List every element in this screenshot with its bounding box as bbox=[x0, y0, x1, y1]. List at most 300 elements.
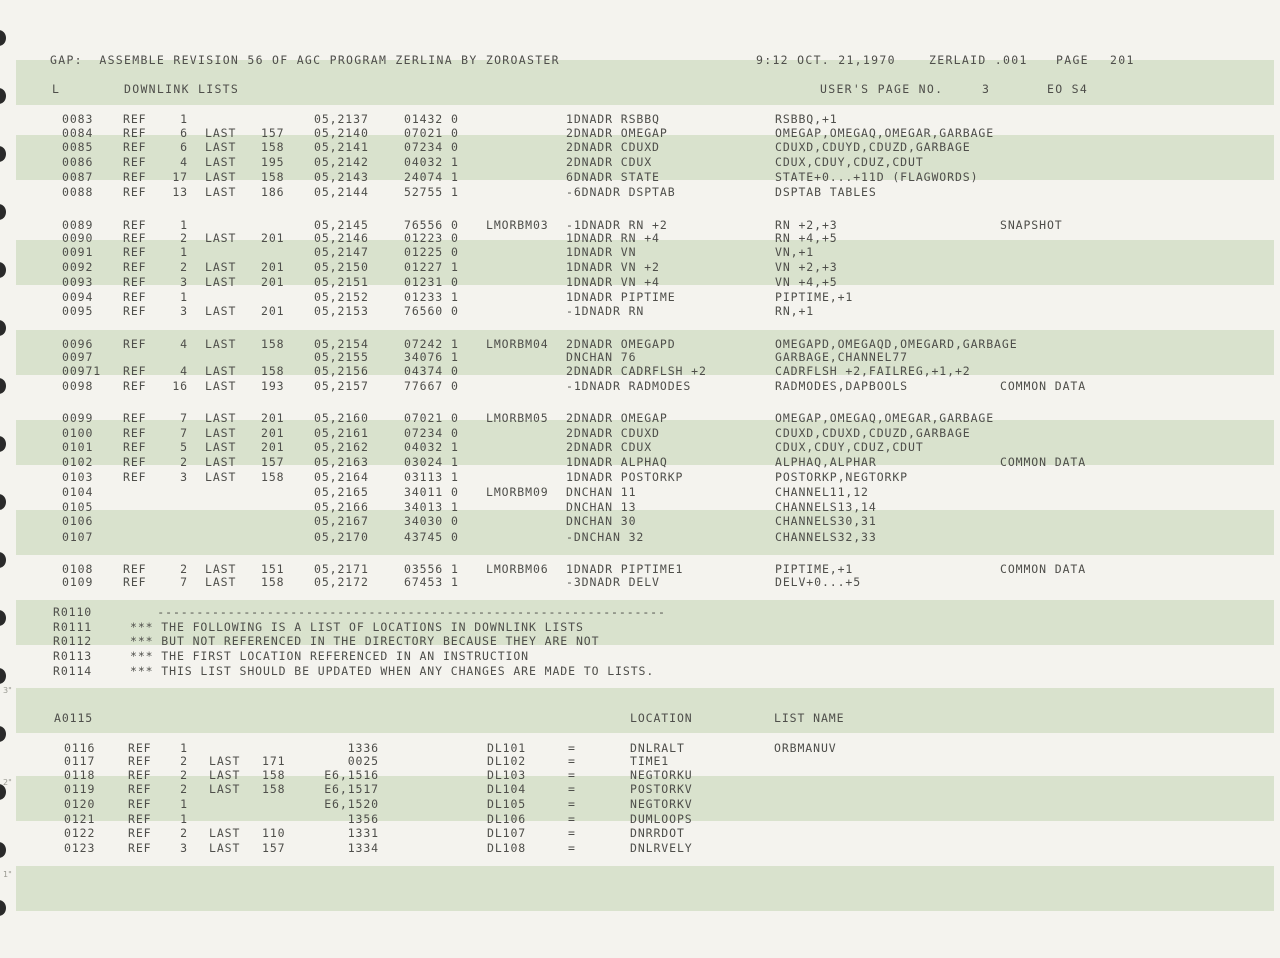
last-keyword: LAST bbox=[205, 275, 237, 289]
last-page: 157 bbox=[261, 455, 285, 469]
location-row bbox=[0, 797, 1280, 811]
ref-keyword: REF bbox=[123, 575, 147, 589]
last-keyword: LAST bbox=[205, 155, 237, 169]
line-number: 0095 bbox=[62, 304, 94, 318]
users-page-number: 3 bbox=[982, 82, 991, 96]
octal-value: 07234 0 bbox=[404, 426, 459, 440]
ref-keyword: REF bbox=[123, 185, 147, 199]
last-page: 186 bbox=[261, 185, 285, 199]
line-number: 0104 bbox=[62, 485, 94, 499]
last-keyword: LAST bbox=[205, 379, 237, 393]
symbol-label: LMORBM09 bbox=[486, 485, 549, 499]
address: 1336 bbox=[347, 741, 379, 755]
octal-value: 03113 1 bbox=[404, 470, 459, 484]
ref-count: 1 bbox=[180, 812, 188, 826]
listing-row bbox=[0, 562, 1280, 576]
list-name-column-header: LIST NAME bbox=[774, 711, 845, 725]
ref-keyword: REF bbox=[123, 218, 147, 232]
octal-value: 01233 1 bbox=[404, 290, 459, 304]
users-page-label: USER'S PAGE NO. bbox=[820, 82, 944, 96]
address: 05,2146 bbox=[314, 231, 369, 245]
address: 05,2163 bbox=[314, 455, 369, 469]
listing-row bbox=[0, 485, 1280, 499]
ref-keyword: REF bbox=[128, 768, 152, 782]
location-name: DNLRALT bbox=[630, 741, 685, 755]
last-page: 195 bbox=[261, 155, 285, 169]
comment: CDUX,CDUY,CDUZ,CDUT bbox=[775, 155, 924, 169]
last-keyword: LAST bbox=[205, 470, 237, 484]
ref-keyword: REF bbox=[128, 841, 152, 855]
ref-keyword: REF bbox=[123, 260, 147, 274]
line-number: 0083 bbox=[62, 112, 94, 126]
instruction: 2DNADR CDUXD bbox=[566, 426, 660, 440]
last-keyword: LAST bbox=[205, 185, 237, 199]
equals-sign: = bbox=[568, 797, 576, 811]
line-number: 0099 bbox=[62, 411, 94, 425]
location-row bbox=[0, 841, 1280, 855]
line-number: 0100 bbox=[62, 426, 94, 440]
address: 05,2161 bbox=[314, 426, 369, 440]
location-column-header: LOCATION bbox=[630, 711, 693, 725]
ref-count: 13 bbox=[172, 185, 188, 199]
ref-count: 1 bbox=[180, 218, 188, 232]
ref-keyword: REF bbox=[128, 741, 152, 755]
last-page: 201 bbox=[261, 231, 285, 245]
last-page: 158 bbox=[261, 170, 285, 184]
symbol-label: LMORBM06 bbox=[486, 562, 549, 576]
feed-hole bbox=[0, 726, 6, 742]
equals-sign: = bbox=[568, 782, 576, 796]
address: 05,2152 bbox=[314, 290, 369, 304]
comment: STATE+0...+11D (FLAGWORDS) bbox=[775, 170, 979, 184]
last-page: 158 bbox=[262, 768, 286, 782]
last-page: 157 bbox=[261, 126, 285, 140]
feed-hole bbox=[0, 30, 6, 46]
line-number: 0120 bbox=[64, 797, 96, 811]
ref-count: 7 bbox=[180, 426, 188, 440]
ref-keyword: REF bbox=[123, 455, 147, 469]
feed-hole bbox=[0, 320, 6, 336]
ref-keyword: REF bbox=[123, 140, 147, 154]
line-number: 0092 bbox=[62, 260, 94, 274]
page-number: 201 bbox=[1110, 53, 1135, 67]
comment: DELV+0...+5 bbox=[775, 575, 862, 589]
remark-row bbox=[0, 649, 1280, 663]
listing-row bbox=[0, 575, 1280, 589]
last-page: 158 bbox=[261, 140, 285, 154]
address: 0025 bbox=[347, 754, 379, 768]
line-number: 0122 bbox=[64, 826, 96, 840]
address: 1356 bbox=[347, 812, 379, 826]
comment: CADRFLSH +2,FAILREG,+1,+2 bbox=[775, 364, 971, 378]
instruction: DNCHAN 13 bbox=[566, 500, 637, 514]
remark-text: *** BUT NOT REFERENCED IN THE DIRECTORY BECAUSE THEY ARE NOT bbox=[130, 634, 600, 648]
ref-keyword: REF bbox=[123, 364, 147, 378]
instruction: 2DNADR CDUX bbox=[566, 155, 653, 169]
instruction: -3DNADR DELV bbox=[566, 575, 660, 589]
line-number: 0107 bbox=[62, 530, 94, 544]
address: E6,1520 bbox=[324, 797, 379, 811]
comment: GARBAGE,CHANNEL77 bbox=[775, 350, 909, 364]
line-number: R0110 bbox=[53, 605, 93, 619]
comment: PIPTIME,+1 bbox=[775, 290, 854, 304]
ref-count: 2 bbox=[180, 768, 188, 782]
ref-count: 7 bbox=[180, 411, 188, 425]
location-row bbox=[0, 741, 1280, 755]
ref-count: 2 bbox=[180, 782, 188, 796]
address: 05,2164 bbox=[314, 470, 369, 484]
instruction: 2DNADR CDUXD bbox=[566, 140, 660, 154]
address: 05,2151 bbox=[314, 275, 369, 289]
location-row bbox=[0, 782, 1280, 796]
address: E6,1517 bbox=[324, 782, 379, 796]
listing-row bbox=[0, 155, 1280, 169]
line-number: 0097 bbox=[62, 350, 94, 364]
listing-row bbox=[0, 170, 1280, 184]
symbol-label: LMORBM03 bbox=[486, 218, 549, 232]
ref-keyword: REF bbox=[123, 290, 147, 304]
ref-keyword: REF bbox=[123, 440, 147, 454]
address: 05,2150 bbox=[314, 260, 369, 274]
ref-keyword: REF bbox=[123, 470, 147, 484]
downlink-list-id: DL106 bbox=[487, 812, 527, 826]
location-name: DNRRDOT bbox=[630, 826, 685, 840]
ref-count: 3 bbox=[180, 275, 188, 289]
instruction: -1DNADR RN bbox=[566, 304, 645, 318]
ref-keyword: REF bbox=[123, 231, 147, 245]
comment: CDUXD,CDUXD,CDUZD,GARBAGE bbox=[775, 426, 971, 440]
remark-row bbox=[0, 664, 1280, 678]
octal-value: 24074 1 bbox=[404, 170, 459, 184]
listing-row bbox=[0, 379, 1280, 393]
comment: CHANNELS13,14 bbox=[775, 500, 877, 514]
ref-count: 17 bbox=[172, 170, 188, 184]
octal-value: 52755 1 bbox=[404, 185, 459, 199]
octal-value: 07021 0 bbox=[404, 126, 459, 140]
last-keyword: LAST bbox=[205, 426, 237, 440]
address: 05,2167 bbox=[314, 514, 369, 528]
line-number: 0118 bbox=[64, 768, 96, 782]
comment: RN +2,+3 bbox=[775, 218, 838, 232]
last-keyword: LAST bbox=[205, 562, 237, 576]
line-number: 0084 bbox=[62, 126, 94, 140]
ref-keyword: REF bbox=[123, 112, 147, 126]
listing-row bbox=[0, 260, 1280, 274]
listing-row bbox=[0, 514, 1280, 528]
downlink-list-id: DL101 bbox=[487, 741, 527, 755]
instruction: 2DNADR CADRFLSH +2 bbox=[566, 364, 707, 378]
ref-count: 7 bbox=[180, 575, 188, 589]
line-number: R0112 bbox=[53, 634, 93, 648]
last-keyword: LAST bbox=[205, 440, 237, 454]
ref-count: 4 bbox=[180, 364, 188, 378]
ref-keyword: REF bbox=[123, 411, 147, 425]
list-name: ORBMANUV bbox=[774, 741, 837, 755]
last-page: 201 bbox=[261, 426, 285, 440]
margin-note: SNAPSHOT bbox=[1000, 218, 1063, 232]
instruction: DNCHAN 30 bbox=[566, 514, 637, 528]
line-number: 0106 bbox=[62, 514, 94, 528]
margin-note: COMMON DATA bbox=[1000, 379, 1087, 393]
ref-keyword: REF bbox=[123, 155, 147, 169]
line-number: 0117 bbox=[64, 754, 96, 768]
ref-keyword: REF bbox=[128, 797, 152, 811]
instruction: 2DNADR OMEGAP bbox=[566, 411, 668, 425]
address: 05,2157 bbox=[314, 379, 369, 393]
last-keyword: LAST bbox=[205, 364, 237, 378]
address: 05,2172 bbox=[314, 575, 369, 589]
last-keyword: LAST bbox=[209, 841, 241, 855]
section-header bbox=[0, 82, 1280, 96]
feed-hole bbox=[0, 900, 6, 916]
comment: CDUX,CDUY,CDUZ,CDUT bbox=[775, 440, 924, 454]
comment: CHANNELS32,33 bbox=[775, 530, 877, 544]
instruction: 2DNADR OMEGAPD bbox=[566, 337, 676, 351]
ref-count: 1 bbox=[180, 290, 188, 304]
octal-value: 01223 0 bbox=[404, 231, 459, 245]
address: 05,2144 bbox=[314, 185, 369, 199]
comment: RN +4,+5 bbox=[775, 231, 838, 245]
line-number: 0090 bbox=[62, 231, 94, 245]
listing-row bbox=[0, 290, 1280, 304]
last-page: 171 bbox=[262, 754, 286, 768]
address: 05,2166 bbox=[314, 500, 369, 514]
symbol-label: LMORBM04 bbox=[486, 337, 549, 351]
ref-count: 6 bbox=[180, 140, 188, 154]
line-number: 0121 bbox=[64, 812, 96, 826]
equals-sign: = bbox=[568, 754, 576, 768]
file-name: ZERLAID .001 bbox=[929, 53, 1028, 67]
octal-value: 01225 0 bbox=[404, 245, 459, 259]
comment: RN,+1 bbox=[775, 304, 815, 318]
instruction: 1DNADR ALPHAQ bbox=[566, 455, 668, 469]
listing-row bbox=[0, 440, 1280, 454]
location-name: DNLRVELY bbox=[630, 841, 693, 855]
last-keyword: LAST bbox=[205, 231, 237, 245]
address: 05,2142 bbox=[314, 155, 369, 169]
ref-keyword: REF bbox=[123, 245, 147, 259]
address: 05,2170 bbox=[314, 530, 369, 544]
location-name: NEGTORKV bbox=[630, 797, 693, 811]
ref-count: 2 bbox=[180, 562, 188, 576]
instruction: 1DNADR VN +4 bbox=[566, 275, 660, 289]
comment: POSTORKP,NEGTORKP bbox=[775, 470, 909, 484]
location-name: TIME1 bbox=[630, 754, 670, 768]
last-page: 158 bbox=[261, 470, 285, 484]
octal-value: 76560 0 bbox=[404, 304, 459, 318]
last-keyword: LAST bbox=[205, 140, 237, 154]
instruction: 2DNADR CDUX bbox=[566, 440, 653, 454]
address: 05,2141 bbox=[314, 140, 369, 154]
instruction: -DNCHAN 32 bbox=[566, 530, 645, 544]
instruction: 2DNADR OMEGAP bbox=[566, 126, 668, 140]
line-number: 0105 bbox=[62, 500, 94, 514]
octal-value: 77667 0 bbox=[404, 379, 459, 393]
listing-row bbox=[0, 455, 1280, 469]
listing-row bbox=[0, 275, 1280, 289]
last-keyword: LAST bbox=[209, 782, 241, 796]
comment: ALPHAQ,ALPHAR bbox=[775, 455, 877, 469]
address: 05,2154 bbox=[314, 337, 369, 351]
listing-row bbox=[0, 218, 1280, 232]
last-keyword: LAST bbox=[205, 455, 237, 469]
instruction: -1DNADR RADMODES bbox=[566, 379, 692, 393]
line-number: 0088 bbox=[62, 185, 94, 199]
ref-count: 1 bbox=[180, 245, 188, 259]
last-keyword: LAST bbox=[209, 768, 241, 782]
address: E6,1516 bbox=[324, 768, 379, 782]
comment: VN +2,+3 bbox=[775, 260, 838, 274]
address: 05,2140 bbox=[314, 126, 369, 140]
last-keyword: LAST bbox=[209, 754, 241, 768]
page-header bbox=[0, 53, 1280, 67]
last-page: 157 bbox=[262, 841, 286, 855]
last-page: 151 bbox=[261, 562, 285, 576]
margin-mark: 2" bbox=[3, 778, 12, 787]
instruction: 1DNADR PIPTIME bbox=[566, 290, 676, 304]
downlink-list-id: DL102 bbox=[487, 754, 527, 768]
last-keyword: LAST bbox=[209, 826, 241, 840]
remark-row bbox=[0, 634, 1280, 648]
downlink-list-id: DL105 bbox=[487, 797, 527, 811]
ref-count: 2 bbox=[180, 826, 188, 840]
last-page: 110 bbox=[262, 826, 286, 840]
last-page: 158 bbox=[261, 337, 285, 351]
location-row bbox=[0, 812, 1280, 826]
listing-row bbox=[0, 112, 1280, 126]
location-row bbox=[0, 768, 1280, 782]
octal-value: 01227 1 bbox=[404, 260, 459, 274]
octal-value: 03024 1 bbox=[404, 455, 459, 469]
address: 05,2165 bbox=[314, 485, 369, 499]
ref-count: 5 bbox=[180, 440, 188, 454]
address: 05,2156 bbox=[314, 364, 369, 378]
listing-row bbox=[0, 140, 1280, 154]
octal-value: 07242 1 bbox=[404, 337, 459, 351]
comment: PIPTIME,+1 bbox=[775, 562, 854, 576]
comment: CDUXD,CDUYD,CDUZD,GARBAGE bbox=[775, 140, 971, 154]
line-number: 0101 bbox=[62, 440, 94, 454]
margin-note: COMMON DATA bbox=[1000, 562, 1087, 576]
remark-text: *** THIS LIST SHOULD BE UPDATED WHEN ANY CHANGES ARE MADE TO LISTS. bbox=[130, 664, 655, 678]
instruction: -6DNADR DSPTAB bbox=[566, 185, 676, 199]
ref-keyword: REF bbox=[123, 337, 147, 351]
listing-row bbox=[0, 231, 1280, 245]
octal-value: 34011 0 bbox=[404, 485, 459, 499]
octal-value: 07234 0 bbox=[404, 140, 459, 154]
instruction: -1DNADR RN +2 bbox=[566, 218, 668, 232]
last-page: 158 bbox=[261, 575, 285, 589]
equals-sign: = bbox=[568, 812, 576, 826]
instruction: 1DNADR VN bbox=[566, 245, 637, 259]
address: 05,2160 bbox=[314, 411, 369, 425]
instruction: DNCHAN 76 bbox=[566, 350, 637, 364]
listing-title: GAP: ASSEMBLE REVISION 56 OF AGC PROGRAM ZERLINA BY ZOROASTER bbox=[50, 53, 560, 67]
ref-keyword: REF bbox=[123, 379, 147, 393]
line-number: 0085 bbox=[62, 140, 94, 154]
last-keyword: LAST bbox=[205, 575, 237, 589]
octal-value: 04032 1 bbox=[404, 440, 459, 454]
line-number: 0093 bbox=[62, 275, 94, 289]
equals-sign: = bbox=[568, 841, 576, 855]
comment: RSBBQ,+1 bbox=[775, 112, 838, 126]
address: 1334 bbox=[347, 841, 379, 855]
ref-count: 6 bbox=[180, 126, 188, 140]
instruction: 1DNADR POSTORKP bbox=[566, 470, 684, 484]
ref-count: 2 bbox=[180, 231, 188, 245]
listing-row bbox=[0, 337, 1280, 351]
remark-text: ----------------------------------------------------------------- bbox=[126, 605, 666, 619]
octal-value: 01432 0 bbox=[404, 112, 459, 126]
listing-row bbox=[0, 126, 1280, 140]
last-page: 158 bbox=[262, 782, 286, 796]
remark-text: *** THE FIRST LOCATION REFERENCED IN AN INSTRUCTION bbox=[130, 649, 530, 663]
last-page: 193 bbox=[261, 379, 285, 393]
address: 1331 bbox=[347, 826, 379, 840]
line-number: 0094 bbox=[62, 290, 94, 304]
instruction: DNCHAN 11 bbox=[566, 485, 637, 499]
listing-row bbox=[0, 530, 1280, 544]
comment: RADMODES,DAPBOOLS bbox=[775, 379, 909, 393]
octal-value: 34013 1 bbox=[404, 500, 459, 514]
address: 05,2162 bbox=[314, 440, 369, 454]
listing-row bbox=[0, 500, 1280, 514]
octal-value: 01231 0 bbox=[404, 275, 459, 289]
ref-keyword: REF bbox=[123, 170, 147, 184]
listing-row bbox=[0, 470, 1280, 484]
address: 05,2171 bbox=[314, 562, 369, 576]
ref-count: 3 bbox=[180, 470, 188, 484]
line-number: 0087 bbox=[62, 170, 94, 184]
last-page: 201 bbox=[261, 304, 285, 318]
instruction: 1DNADR RSBBQ bbox=[566, 112, 660, 126]
ref-count: 4 bbox=[180, 155, 188, 169]
instruction: 1DNADR VN +2 bbox=[566, 260, 660, 274]
line-number: 0119 bbox=[64, 782, 96, 796]
equals-sign: = bbox=[568, 826, 576, 840]
listing-row bbox=[0, 411, 1280, 425]
comment: VN +4,+5 bbox=[775, 275, 838, 289]
equals-sign: = bbox=[568, 741, 576, 755]
comment: OMEGAP,OMEGAQ,OMEGAR,GARBAGE bbox=[775, 411, 995, 425]
line-number: 0103 bbox=[62, 470, 94, 484]
location-name: POSTORKV bbox=[630, 782, 693, 796]
ref-keyword: REF bbox=[128, 754, 152, 768]
ref-keyword: REF bbox=[128, 812, 152, 826]
instruction: 6DNADR STATE bbox=[566, 170, 660, 184]
margin-mark: 1" bbox=[3, 870, 12, 879]
ref-keyword: REF bbox=[123, 275, 147, 289]
octal-value: 67453 1 bbox=[404, 575, 459, 589]
comment: CHANNEL11,12 bbox=[775, 485, 869, 499]
comment: DSPTAB TABLES bbox=[775, 185, 877, 199]
line-number: 0109 bbox=[62, 575, 94, 589]
address: 05,2147 bbox=[314, 245, 369, 259]
downlink-list-id: DL103 bbox=[487, 768, 527, 782]
instruction: 1DNADR PIPTIME1 bbox=[566, 562, 684, 576]
ref-keyword: REF bbox=[128, 782, 152, 796]
last-keyword: LAST bbox=[205, 126, 237, 140]
downlink-list-id: DL104 bbox=[487, 782, 527, 796]
octal-value: 76556 0 bbox=[404, 218, 459, 232]
location-row bbox=[0, 826, 1280, 840]
address: 05,2137 bbox=[314, 112, 369, 126]
octal-value: 04374 0 bbox=[404, 364, 459, 378]
listing-row bbox=[0, 364, 1280, 378]
ref-count: 1 bbox=[180, 112, 188, 126]
ref-count: 4 bbox=[180, 337, 188, 351]
margin-note: COMMON DATA bbox=[1000, 455, 1087, 469]
